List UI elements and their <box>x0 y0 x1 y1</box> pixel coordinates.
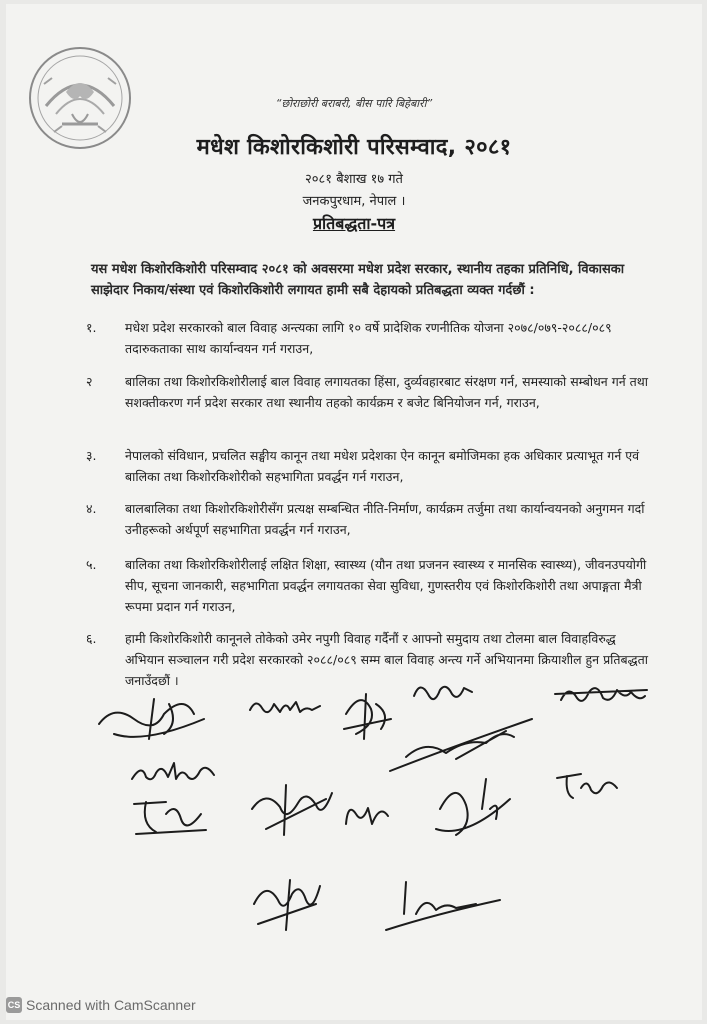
commitment-number: ६. <box>86 631 97 646</box>
commitment-number: ३. <box>86 448 97 463</box>
signature <box>336 794 396 834</box>
commitment-number: १. <box>86 320 97 335</box>
document-date: २०८१ बैशाख १७ गते <box>305 172 403 187</box>
commitment-text: बालबालिका तथा किशोरकिशोरीसँग प्रत्यक्ष सम्बन्धित नीति-निर्माण, कार्यक्रम तर्जुमा तथा कार्यान्वयनको अनुगमन गर्दा उनीहरूको अर्थपूर्ण सहभागिता प्रवर्द्धन गर्न गराउन, <box>125 501 645 537</box>
signature <box>376 874 506 939</box>
commitment-letter-heading <box>6 212 702 234</box>
commitment-text: नेपालको संविधान, प्रचलित सङ्घीय कानून तथा मधेश प्रदेशका ऐन कानून बमोजिमका हक अधिकार प्रत्याभूत गर्न एवं बालिका तथा किशोरकिशोरीको सहभागिता प्रवर्द्धन गर्न गराउन, <box>125 448 640 484</box>
signature <box>246 874 326 934</box>
signature <box>551 764 626 804</box>
signature <box>94 684 214 754</box>
signature <box>426 769 516 849</box>
signature-sahida <box>126 749 221 789</box>
scanner-watermark-text: Scanned with CamScanner <box>26 997 196 1013</box>
commitment-text: बालिका तथा किशोरकिशोरीलाई बाल विवाह लगायतका हिंसा, दुर्व्यवहारबाट संरक्षण गर्न, समस्याको सम्बोधन गर्न तथा सशक्तीकरण गर्न प्रदेश सरकार तथा स्थानीय तहको कार्यक्रम र बजेट बिनियोजन गर्न, गराउन, <box>125 374 648 410</box>
scanner-watermark <box>6 997 196 1013</box>
signature <box>246 779 336 839</box>
signature <box>551 676 651 716</box>
commitment-number: २ <box>86 374 93 389</box>
signature <box>126 794 216 839</box>
intro-paragraph: यस मधेश किशोरकिशोरी परिसम्वाद २०८१ को अवसरमा मधेश प्रदेश सरकार, स्थानीय तहका प्रतिनिधि, विकासका साझेदार निकाय/संस्था एवं किशोरकिशोरी लगायत हामी सबै देहायको प्रतिबद्धता व्यक्त गर्दछौं : <box>91 262 625 298</box>
signature <box>246 692 326 722</box>
signature <box>408 672 478 712</box>
commitment-letter-heading-text: प्रतिबद्धता-पत्र <box>312 214 396 233</box>
camscanner-logo-icon: CS <box>6 997 22 1013</box>
commitment-number: ५. <box>86 557 97 572</box>
commitment-text: बालिका तथा किशोरकिशोरीलाई लक्षित शिक्षा, स्वास्थ्य (यौन तथा प्रजनन स्वास्थ्य र मानसिक स्वास्थ्य), जीवनउपयोगी सीप, सूचना जानकारी, सहभागिता प्रवर्द्धन लगायतका सेवा सुविधा, गुणस्तरीय एवं किशोरकिशोरी तथा अपाङ्गता मैत्री रूपमा प्रदान गर्न गराउन, <box>125 557 647 614</box>
document-motto: “छोराछोरी बराबरी, बीस पारि बिहेबारी” <box>275 97 433 110</box>
document-title: मधेश किशोरकिशोरी परिसम्वाद, २०८१ <box>196 135 512 160</box>
document-place: जनकपुरधाम, नेपाल । <box>302 194 406 209</box>
commitment-text: मधेश प्रदेश सरकारको बाल विवाह अन्त्यका लागि १० वर्षे प्रादेशिक रणनीतिक योजना २०७८/०७९-२०८८/०८९ तदारुकताका साथ कार्यान्वयन गर्न गराउन, <box>125 320 612 356</box>
commitment-text: हामी किशोरकिशोरी कानूनले तोकेको उमेर नपुगी विवाह गर्दैनौं र आफ्नो समुदाय तथा टोलमा बाल विवाहविरुद्ध अभियान सञ्चालन गरी प्रदेश सरकारको २०८८/०८९ सम्म बाल विवाह अन्त्य गर्ने अभियानमा क्रियाशील हुन प्रतिबद्धता जनाउँदछौं । <box>125 631 649 688</box>
document-page <box>6 4 702 1020</box>
commitment-number: ४. <box>86 501 97 516</box>
